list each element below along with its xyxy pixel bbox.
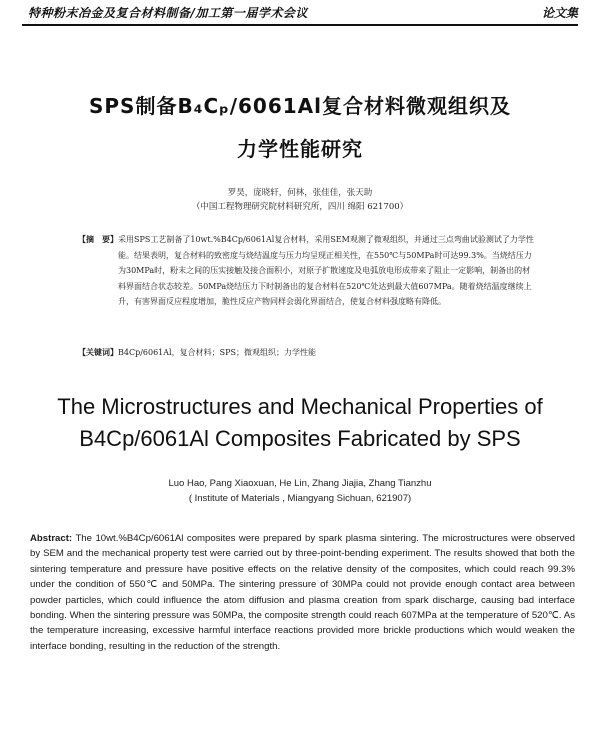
chinese-authors: 罗昊，庞晓轩，何林，张佳佳，张天助 xyxy=(227,188,373,198)
english-affiliation: ( Institute of Materials , Miangyang Sichuan, 621907) xyxy=(188,493,412,504)
header-rule xyxy=(22,24,578,26)
chinese-abstract-text: 采用SPS工艺制备了10wt.%B4Cp/6061Al复合材料，采用SEM观测了微观组织，并通过三点弯曲试验测试了力学性能。结果表明，复合材料的致密度与烧结温度与压力均呈现正相关性，在550℃与50MPa时可达99.3%。当烧结压力为30MPa时，粉末之间的压实接触及接合面积小，对原子扩散速度及电弧放电形成带来了阻止一定影响，制备出的材料界面结合状态较差。50MPa烧结压力下时制备出的复合材料在520℃处达到最大值607MPa。随着烧结温度继续上升，有害界面反应程度增加，脆性反应产物同样会弱化界面结合，使复合材料强度略有降低。 xyxy=(118,235,534,306)
chinese-keywords-label: 【关键词】 xyxy=(78,347,118,357)
english-abstract xyxy=(30,531,575,654)
english-abstract-text: The 10wt.%B4Cp/6061Al composites were prepared by spark plasma sintering. The microstructures were observed by SEM and the mechanical property test were carried out by three-point-bending experiment. The results showed that both the sintering temperature and pressure have positive effects on the relative density of the composites, which could reach 99.3% under the condition of 550℃ and 50MPa. The sintering pressure of 30MPa could not provide enough contact area between powder particles, which could influence the atom diffusion and plasma creation from spark discharge, causing bad interface bonding. When the sintering pressure was 50MPa, the composite strength could reach 607MPa at the temperature of 520℃. As the temperature increasing, excessive harmful interface reactions provided more brickle productions which would weaken the interface bonding, resulting in the reduction of the strength. xyxy=(30,533,575,652)
english-title-line-1: The Microstructures and Mechanical Properties of xyxy=(57,394,543,419)
english-title-line-2: B4Cp/6061Al Composites Fabricated by SPS xyxy=(79,426,521,451)
chinese-abstract xyxy=(78,232,538,306)
chinese-title-line-1: SPS制备B₄Cₚ/6061Al复合材料微观组织及 xyxy=(88,94,512,118)
chinese-keywords xyxy=(78,347,316,358)
english-abstract-label: Abstract: xyxy=(30,533,73,544)
chinese-abstract-label: 【摘 要】 xyxy=(78,234,118,244)
english-authors: Luo Hao, Pang Xiaoxuan, He Lin, Zhang Jiajia, Zhang Tianzhu xyxy=(168,478,432,489)
running-header-conference: 特种粉末冶金及复合材料制备/加工第一届学术会议 xyxy=(28,6,308,20)
chinese-affiliation: （中国工程物理研究院材料研究所，四川 绵阳 621700） xyxy=(191,202,409,212)
chinese-keywords-text: B4Cp/6061Al，复合材料；SPS；微观组织；力学性能 xyxy=(118,348,316,357)
running-header-section: 论文集 xyxy=(541,6,578,20)
chinese-title-line-2: 力学性能研究 xyxy=(237,137,363,161)
